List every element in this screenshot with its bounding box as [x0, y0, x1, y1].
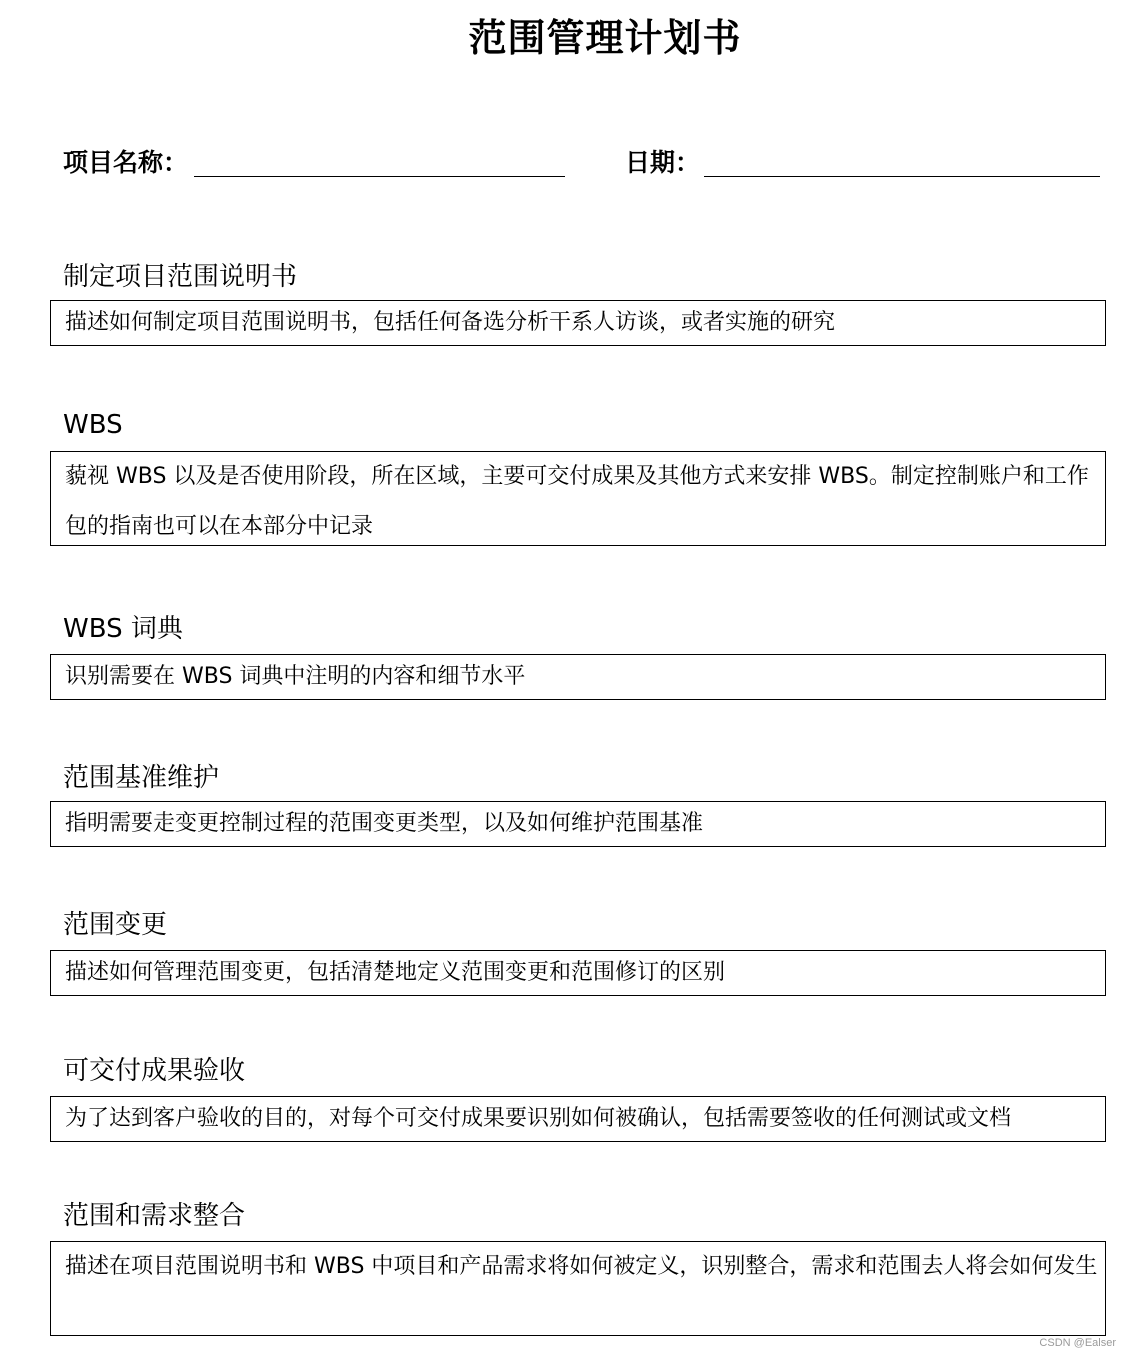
section-heading: 范围变更 [63, 910, 168, 940]
date-field[interactable] [704, 176, 1100, 177]
section-description: 描述在项目范围说明书和 WBS 中项目和产品需求将如何被定义，识别整合，需求和范围去人将会如何发生 [65, 1254, 1098, 1279]
section-description-box [50, 950, 1106, 996]
watermark: CSDN @Ealser [1039, 1337, 1116, 1349]
project-name-label: 项目名称： [63, 148, 189, 177]
date-label: 日期： [625, 148, 701, 177]
section-heading: 制定项目范围说明书 [63, 262, 298, 292]
section-description: 为了达到客户验收的目的，对每个可交付成果要识别如何被确认，包括需要签收的任何测试或文档 [65, 1106, 1012, 1131]
section-heading: 范围基准维护 [63, 763, 220, 793]
section-description: 描述如何管理范围变更，包括清楚地定义范围变更和范围修订的区别 [65, 960, 726, 985]
section-heading: WBS [63, 410, 123, 440]
section-heading: WBS 词典 [63, 614, 183, 644]
section-description-box [50, 451, 1106, 546]
section-description-box [50, 300, 1106, 346]
section-description: 指明需要走变更控制过程的范围变更类型，以及如何维护范围基准 [65, 811, 704, 836]
section-description-box [50, 801, 1106, 847]
section-description-box [50, 654, 1106, 700]
section-description: 藐视 WBS 以及是否使用阶段，所在区域，主要可交付成果及其他方式来安排 WBS。制定控制账户和工作包的指南也可以在本部分中记录 [65, 464, 1089, 539]
document-title: 范围管理计划书 [468, 16, 742, 60]
section-description: 描述如何制定项目范围说明书，包括任何备选分析干系人访谈，或者实施的研究 [65, 310, 836, 335]
section-description-box [50, 1096, 1106, 1142]
section-heading: 范围和需求整合 [63, 1201, 246, 1231]
section-description: 识别需要在 WBS 词典中注明的内容和细节水平 [65, 664, 526, 689]
project-name-field[interactable] [194, 176, 565, 177]
section-heading: 可交付成果验收 [63, 1056, 246, 1086]
section-description-box [50, 1241, 1106, 1336]
